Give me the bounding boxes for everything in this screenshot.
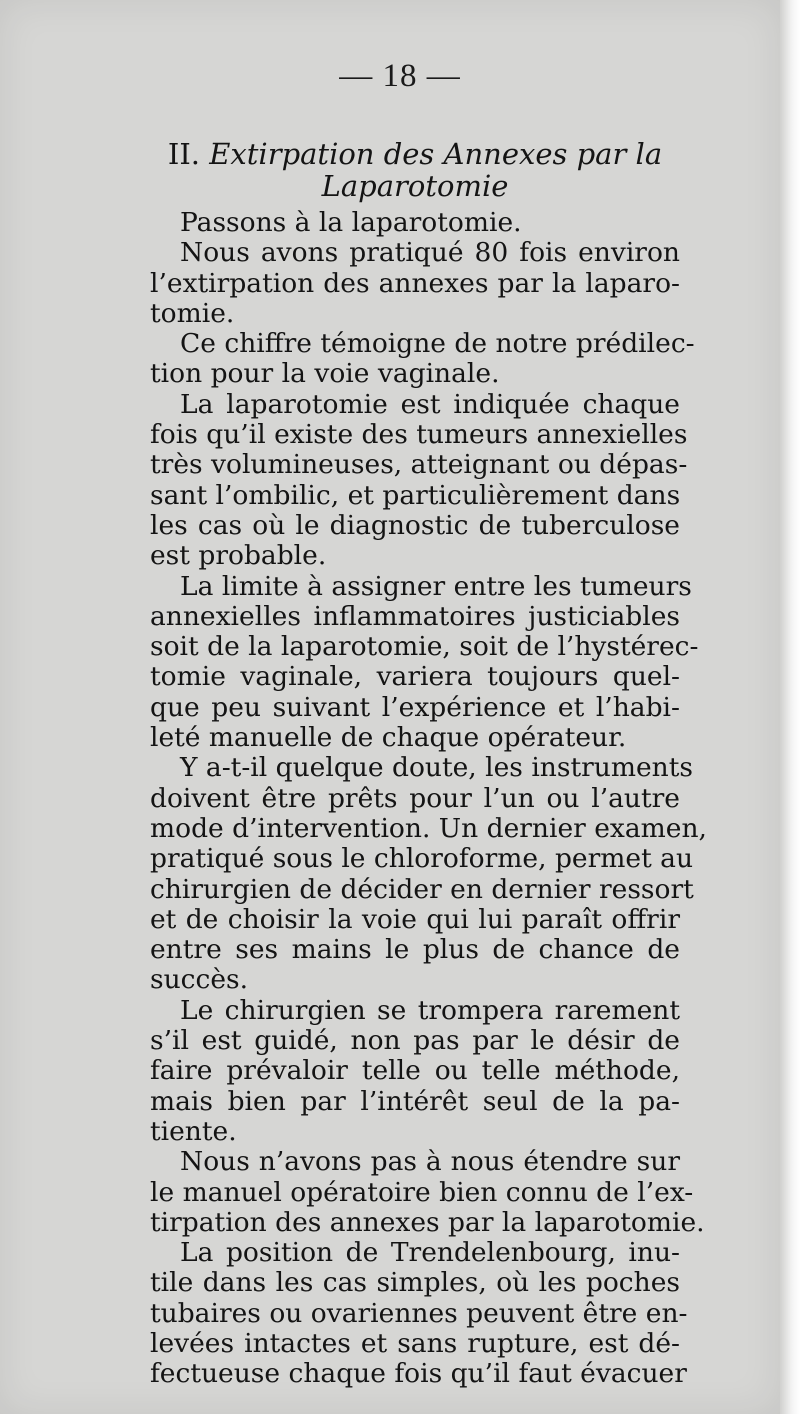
text-line: sant l’ombilic, et particulièrement dans [150, 479, 681, 511]
text-line: fectueuse chaque fois qu’il faut évacuer [150, 1358, 687, 1390]
text-line: La position de Trendelenbourg, inu- [180, 1237, 680, 1269]
text-line: La laparotomie est indiquée chaque [180, 388, 680, 420]
text-line: Y a-t-il quelque doute, les instruments [180, 752, 693, 784]
text-line: que peu suivant l’expérience et l’habi- [150, 691, 680, 723]
text-line: pratiqué sous le chloroforme, permet au [150, 843, 694, 875]
text-line: chirurgien de décider en dernier ressort [150, 873, 694, 905]
text-line: mode d’intervention. Un dernier examen, [150, 812, 707, 844]
section-title-line2: Laparotomie [321, 169, 509, 203]
text-line: entre ses mains le plus de chance de [150, 934, 680, 966]
text-line: tion pour la voie vaginale. [150, 358, 500, 390]
text-line: fois qu’il existe des tumeurs annexielles [150, 419, 688, 451]
text-line: les cas où le diagnostic de tuberculose [150, 509, 680, 541]
text-line: Nous avons pratiqué 80 fois environ [180, 237, 680, 269]
text-line: tomie vaginale, variera toujours quel- [150, 661, 680, 693]
text-line: soit de la laparotomie, soit de l’hystérec- [150, 631, 699, 663]
text-line: Le chirurgien se trompera rarement [180, 994, 680, 1026]
section-heading [150, 138, 680, 202]
page-body [150, 137, 707, 1390]
text-line: mais bien par l’intérêt seul de la pa- [150, 1085, 680, 1117]
body-text [150, 207, 707, 1390]
text-line: faire prévaloir telle ou telle méthode, [150, 1055, 680, 1087]
text-line: l’extirpation des annexes par la laparo- [150, 267, 680, 299]
text-line: levées intactes et sans rupture, est dé- [150, 1327, 680, 1359]
text-line: Nous n’avons pas à nous étendre sur [180, 1146, 680, 1178]
text-line: tile dans les cas simples, où les poches [150, 1267, 680, 1299]
section-title-line1: Extirpation des Annexes par la [209, 137, 663, 171]
text-line: s’il est guidé, non pas par le désir de [150, 1025, 680, 1057]
page-edge [780, 0, 800, 1414]
text-line: annexielles inflammatoires justiciables [150, 600, 680, 632]
text-line: doivent être prêts pour l’un ou l’autre [150, 782, 680, 814]
text-line: tiente. [150, 1115, 237, 1147]
text-line: est probable. [150, 540, 327, 572]
text-line: tomie. [150, 297, 235, 329]
text-line: leté manuelle de chaque opérateur. [150, 722, 627, 754]
text-line: succès. [150, 964, 249, 996]
text-line: Passons à la laparotomie. [180, 207, 522, 238]
page-number: — 18 — [339, 58, 461, 94]
text-line: le manuel opératoire bien connu de l’ex- [150, 1176, 694, 1208]
text-line: Ce chiffre témoigne de notre prédilec- [180, 328, 695, 360]
text-line: La limite à assigner entre les tumeurs [180, 570, 692, 602]
text-line: tubaires ou ovariennes peuvent être en- [150, 1297, 688, 1329]
text-line: très volumineuses, atteignant ou dépas- [150, 449, 688, 481]
text-line: tirpation des annexes par la laparotomie. [150, 1206, 705, 1238]
section-number: II. [167, 137, 201, 171]
text-line: et de choisir la voie qui lui paraît offrir [150, 903, 680, 935]
